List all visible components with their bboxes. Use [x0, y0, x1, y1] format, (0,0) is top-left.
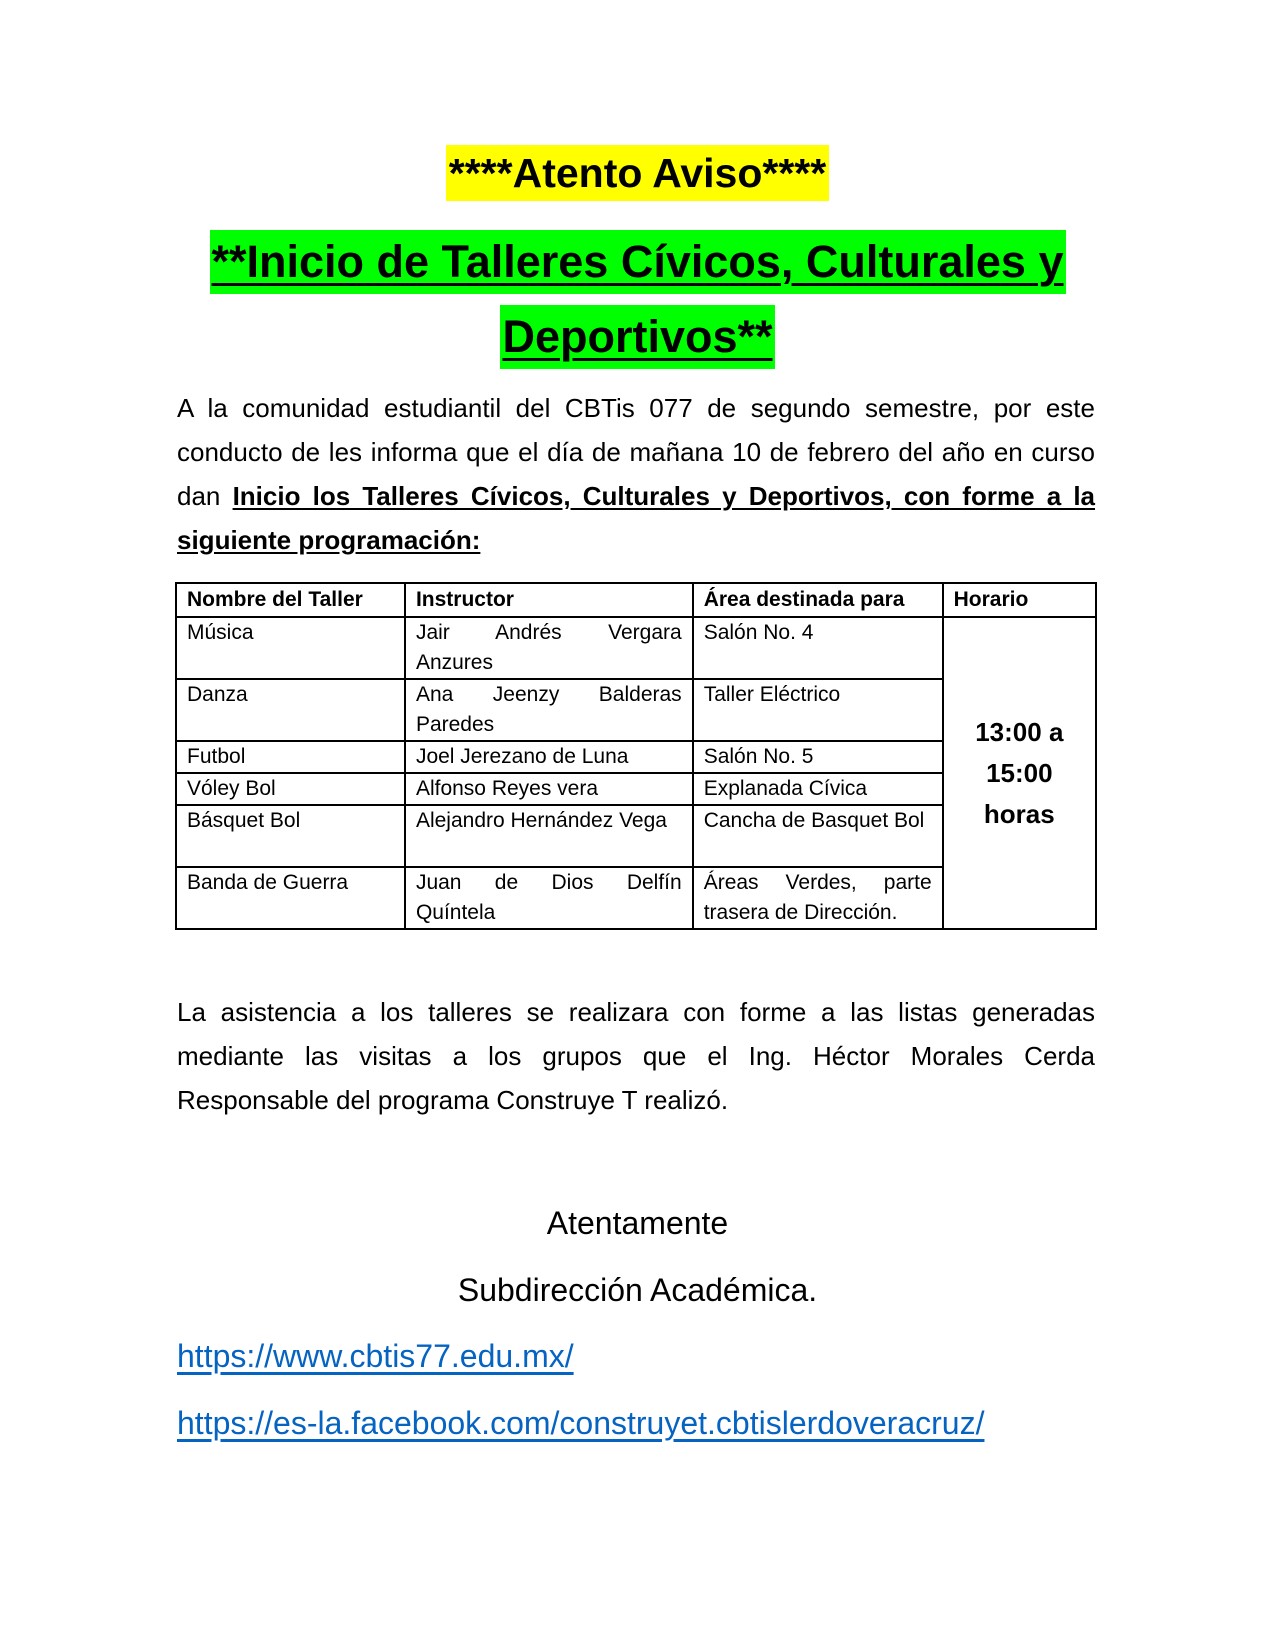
cell-taller: Futbol: [176, 741, 405, 773]
cell-area: Áreas Verdes, parte trasera de Dirección.: [693, 867, 943, 929]
header-area: Área destinada para: [693, 583, 943, 617]
cell-area: Taller Eléctrico: [693, 679, 943, 741]
cell-instructor: Alfonso Reyes vera: [405, 773, 693, 805]
notice-heading-line: [0, 145, 1275, 201]
cell-area: Salón No. 5: [693, 741, 943, 773]
table-row: [176, 617, 1096, 679]
signature-text: Subdirección Académica.: [457, 1272, 818, 1308]
cell-instructor: Joel Jerezano de Luna: [405, 741, 693, 773]
workshop-schedule-table: [175, 582, 1097, 930]
cell-instructor: Ana Jeenzy Balderas Paredes: [405, 679, 693, 741]
table-header-row: [176, 583, 1096, 617]
cell-instructor: Jair Andrés Vergara Anzures: [405, 617, 693, 679]
cell-taller: Danza: [176, 679, 405, 741]
title-text-line-2: Deportivos**: [500, 305, 774, 369]
title-text-line-1: **Inicio de Talleres Cívicos, Culturales y: [210, 230, 1066, 294]
attendance-paragraph: La asistencia a los talleres se realizara con forme a las listas generadas mediante las visitas a los grupos que el Ing. Héctor Morales Cerda Responsable del programa Construye T realizó.: [177, 997, 1095, 1115]
intro-paragraph: [177, 386, 1095, 562]
website-link[interactable]: https://www.cbtis77.edu.mx/: [177, 1338, 574, 1374]
cell-area: Cancha de Basquet Bol: [693, 805, 943, 867]
header-horario: Horario: [943, 583, 1096, 617]
facebook-link[interactable]: https://es-la.facebook.com/construyet.cbtislerdoveracruz/: [177, 1405, 985, 1441]
cell-taller: Vóley Bol: [176, 773, 405, 805]
intro-emphasis: Inicio los Talleres Cívicos, Culturales y Deportivos, con forme a la siguiente programación:: [177, 481, 1096, 555]
cell-taller: Banda de Guerra: [176, 867, 405, 929]
cell-area: Explanada Cívica: [693, 773, 943, 805]
notice-heading: ****Atento Aviso****: [446, 145, 829, 201]
cell-taller: Básquet Bol: [176, 805, 405, 867]
title-line-2: [0, 305, 1275, 369]
intro-text: A la comunidad estudiantil del CBTis 077 de segundo semestre, por este conducto de les informa que el día de mañana 10 de febrero del año en curso dan: [177, 393, 1095, 511]
closing-text: Atentamente: [546, 1205, 729, 1241]
header-instructor: Instructor: [405, 583, 693, 617]
cell-area: Salón No. 4: [693, 617, 943, 679]
cell-taller: Música: [176, 617, 405, 679]
header-taller: Nombre del Taller: [176, 583, 405, 617]
title-line-1: [0, 230, 1275, 294]
cell-instructor: Juan de Dios Delfín Quíntela: [405, 867, 693, 929]
schedule-cell: 13:00 a 15:00 horas: [943, 617, 1096, 929]
cell-instructor: Alejandro Hernández Vega: [405, 805, 693, 867]
